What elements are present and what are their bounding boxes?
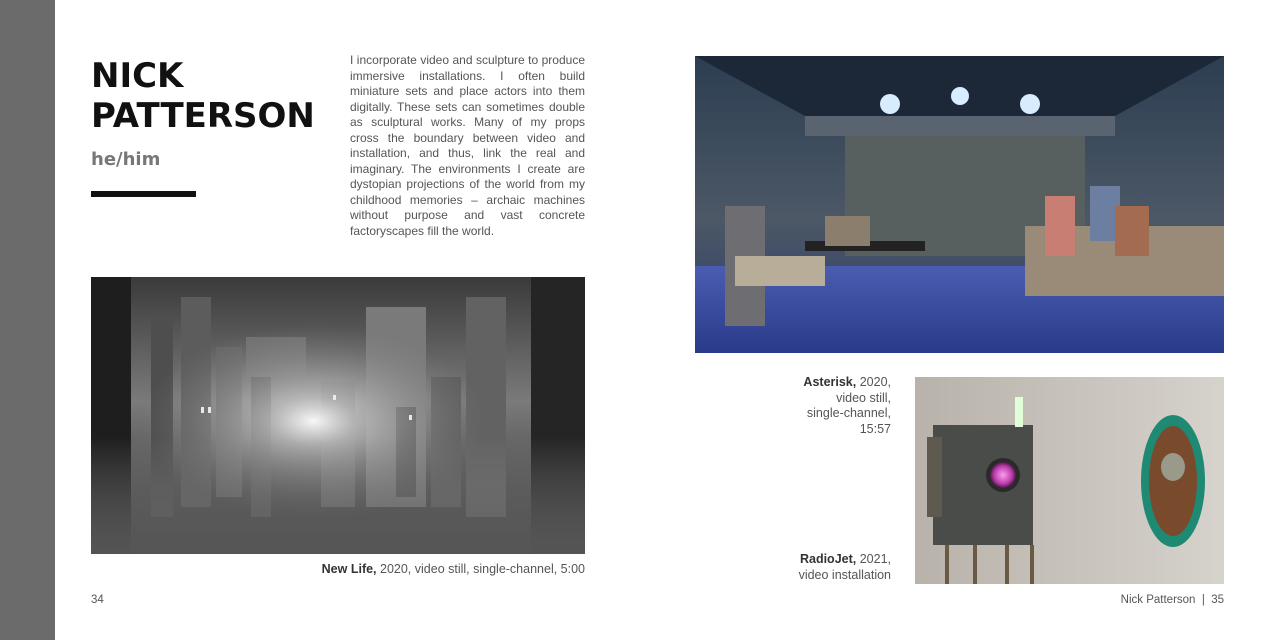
asterisk-format: single-channel, [806,406,891,420]
asterisk-medium: video still, [836,390,891,405]
radiojet-caption [760,552,891,583]
page-edge-bar [0,0,55,640]
radiojet-installation-photo [915,377,1224,584]
right-page-footer: Nick Patterson | 35 [1120,594,1224,606]
artist-pronouns: he/him [91,149,161,170]
radiojet-title: RadioJet, [799,552,857,566]
asterisk-caption [760,375,891,437]
artist-name [91,56,331,136]
artist-statement: I incorporate video and sculpture to produce immersive installations. I often build miniature sets and place actors into them digitally. These sets can sometimes double as sculptural works. Many of my props cross the boundary between video and installation, and thus, link the real and imaginary. The environments I create are dystopian projections of the world from my childhood memories – archaic machines without purpose and vast concrete factoryscapes fill the world. [350,53,585,238]
left-page-number: 34 [91,594,104,606]
asterisk-year: 2020, [856,375,891,389]
asterisk-duration: 15:57 [859,421,891,436]
asterisk-video-still [695,56,1224,353]
radiojet-year: 2021, [856,552,891,566]
title-underline [91,191,196,197]
radiojet-medium: video installation [798,567,891,582]
new-life-details: 2020, video still, single-channel, 5:00 [376,562,585,576]
artist-name-line1: NICK [91,56,184,96]
new-life-caption [200,562,585,578]
artist-name-line2: PATTERSON [91,96,315,136]
new-life-video-still [91,277,585,554]
asterisk-title: Asterisk, [803,375,857,389]
new-life-title: New Life, [321,562,377,576]
